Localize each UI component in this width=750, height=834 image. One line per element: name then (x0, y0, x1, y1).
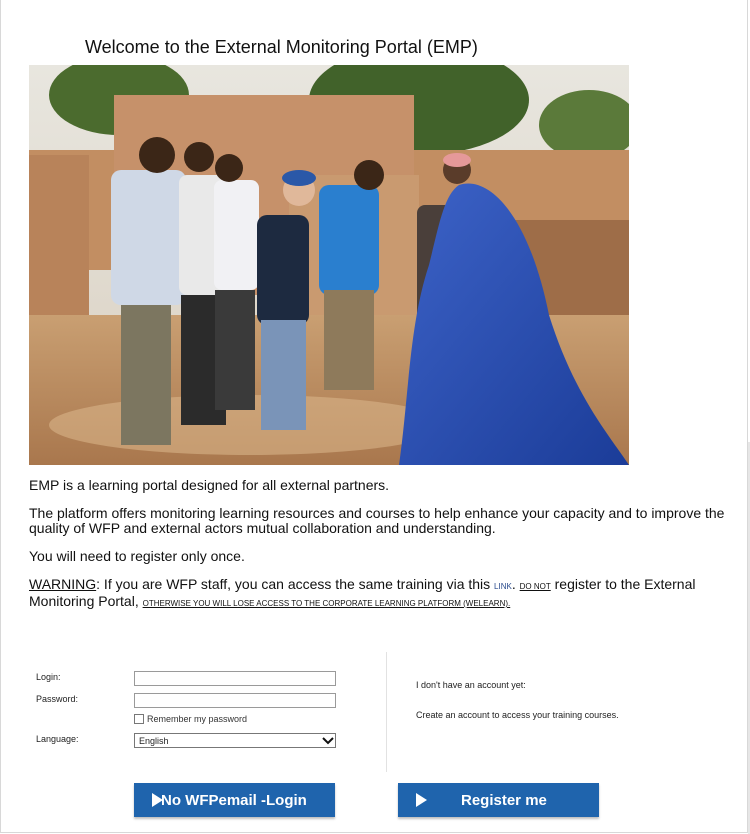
no-account-text: I don't have an account yet: (416, 680, 526, 690)
create-account-text: Create an account to access your training courses. (416, 710, 619, 720)
field-visit-photo-icon (29, 65, 629, 465)
warning-text-3: register to the External Monitoring Portal, (29, 576, 696, 609)
panel-divider (386, 652, 387, 772)
chevron-down-icon (321, 734, 335, 747)
register-panel (416, 680, 619, 740)
page-title: Welcome to the External Monitoring Portal (EMP) (85, 37, 478, 57)
remember-label: Remember my password (147, 714, 248, 724)
welearn-link[interactable]: LINK (494, 582, 512, 591)
login-label: Login: (36, 672, 61, 682)
login-input[interactable] (134, 671, 336, 686)
intro-paragraph-1: EMP is a learning portal designed for all external partners. (29, 477, 390, 493)
register-button[interactable] (398, 783, 599, 817)
warning-text-1: : If you are WFP staff, you can access the same training via this (96, 576, 495, 592)
hero-image (29, 65, 629, 465)
login-form (30, 662, 370, 762)
password-label: Password: (36, 694, 79, 704)
remember-password[interactable] (134, 714, 247, 724)
remember-checkbox[interactable] (134, 714, 144, 724)
register-button-label: Register me (461, 791, 547, 809)
warning-paragraph (29, 577, 729, 611)
otherwise-text: OTHERWISE YOU WILL LOSE ACCESS TO THE CORPORATE LEARNING PLATFORM (WELEARN). (142, 599, 511, 608)
language-select[interactable] (134, 733, 336, 748)
play-arrow-icon (416, 793, 427, 807)
login-button[interactable] (134, 783, 335, 817)
login-button-label: No WFPemail -Login (161, 791, 307, 809)
language-selected: English (139, 735, 169, 746)
do-not-text: DO NOT (519, 582, 551, 591)
warning-label: WARNING (29, 576, 97, 592)
intro-paragraph-3: You will need to register only once. (29, 548, 245, 564)
language-label: Language: (36, 734, 79, 744)
warning-text-2: . (511, 576, 520, 592)
intro-paragraph-2: The platform offers monitoring learning resources and courses to help enhance your capacity and to improve the quality of WFP and external actors mutual collaboration and understanding. (29, 505, 725, 536)
intro-text (29, 478, 729, 624)
password-input[interactable] (134, 693, 336, 708)
